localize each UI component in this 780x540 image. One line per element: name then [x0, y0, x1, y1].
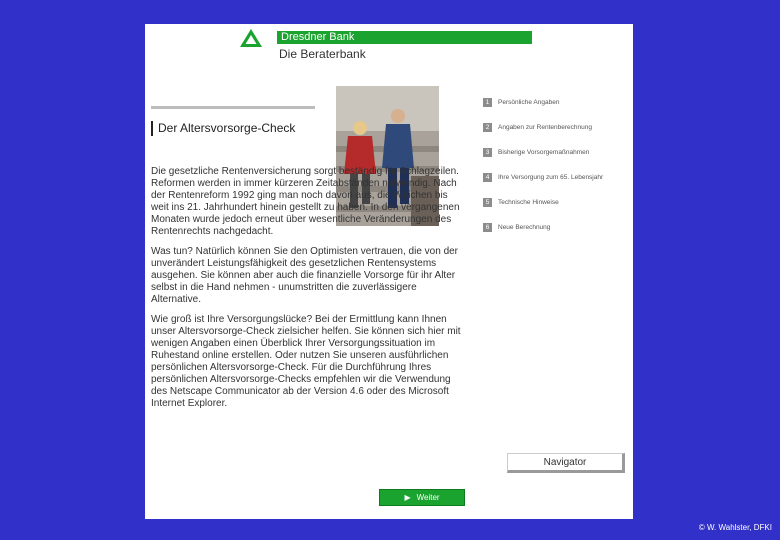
title-divider [151, 106, 315, 109]
web-page [145, 24, 633, 519]
nav-number: 1 [483, 98, 492, 107]
nav-item-personal-data[interactable] [483, 98, 633, 123]
nav-label: Ihre Versorgung zum 65. Lebensjahr [498, 174, 604, 181]
copyright-credit: © W. Wahlster, DFKI [698, 523, 772, 532]
nav-number: 2 [483, 123, 492, 132]
intro-paragraph-3: Wie groß ist Ihre Versorgungslücke? Bei der Ermittlung kann Ihnen unser Altersvorsorge-Check zielsicher helfen. Sie können sich hier mit wenigen Angaben einen Überblick Ihrer Versorgungssituation im Ruhestand online erstellen. Oder nutzen Sie unseren ausführlichen persönlichen Altersvorsorge-Check. Für die Durchführung Ihres persönlichen Altersvorsorge-Checks empfehlen wir die Verwendung des Netscape Communicator ab der Version 4.6 oder des Microsoft Internet Explorer. [151, 314, 461, 409]
weiter-button[interactable] [379, 489, 465, 506]
nav-label: Angaben zur Rentenberechnung [498, 124, 592, 131]
nav-item-provision-at-65[interactable] [483, 173, 633, 198]
intro-paragraph-2: Was tun? Natürlich können Sie den Optimisten vertrauen, die von der unverändert Leistungsfähigkeit des gesetzlichen Rentensystems ausgehen. Sie können aber auch die finanzielle Vorsorge für ihr Alter selbst in die Hand nehmen - unumstritten die zuverlässigere Alternative. [151, 246, 459, 305]
page-title: Der Altersvorsorge-Check [151, 121, 295, 136]
navigator-button[interactable]: Navigator [507, 453, 625, 473]
brand-tagline: Die Beraterbank [279, 47, 366, 61]
nav-label: Bisherige Vorsorgemaßnahmen [498, 149, 590, 156]
nav-number: 3 [483, 148, 492, 157]
intro-paragraph-1: Die gesetzliche Rentenversicherung sorgt beständig für Schlagzeilen. Reformen werden in immer kürzeren Zeitabständen notwendig. Nach der Rentenreform 1992 ging man noch davon aus, die Weichen bis weit ins 21. Jahrhundert hinein gestellt zu haben. In den vergangenen Monaten wurde jedoch erneut über wesentliche Veränderungen des Rentenrechts nachgedacht. [151, 166, 460, 237]
nav-number: 4 [483, 173, 492, 182]
nav-number: 6 [483, 223, 492, 232]
step-navigation [483, 98, 633, 248]
nav-item-pension-calculation[interactable] [483, 123, 633, 148]
nav-label: Persönliche Angaben [498, 99, 560, 106]
brand-name-bar: Dresdner Bank [277, 31, 532, 44]
play-arrow-icon: ▶ [404, 493, 411, 502]
nav-label: Technische Hinweise [498, 199, 559, 206]
nav-number: 5 [483, 198, 492, 207]
nav-item-existing-provisions[interactable] [483, 148, 633, 173]
nav-label: Neue Berechnung [498, 224, 551, 231]
nav-item-technical-notes[interactable] [483, 198, 633, 223]
dresdner-bank-logo-icon [240, 29, 262, 47]
intro-text [151, 166, 461, 418]
weiter-label: Weiter [416, 493, 440, 502]
nav-item-new-calculation[interactable] [483, 223, 633, 248]
